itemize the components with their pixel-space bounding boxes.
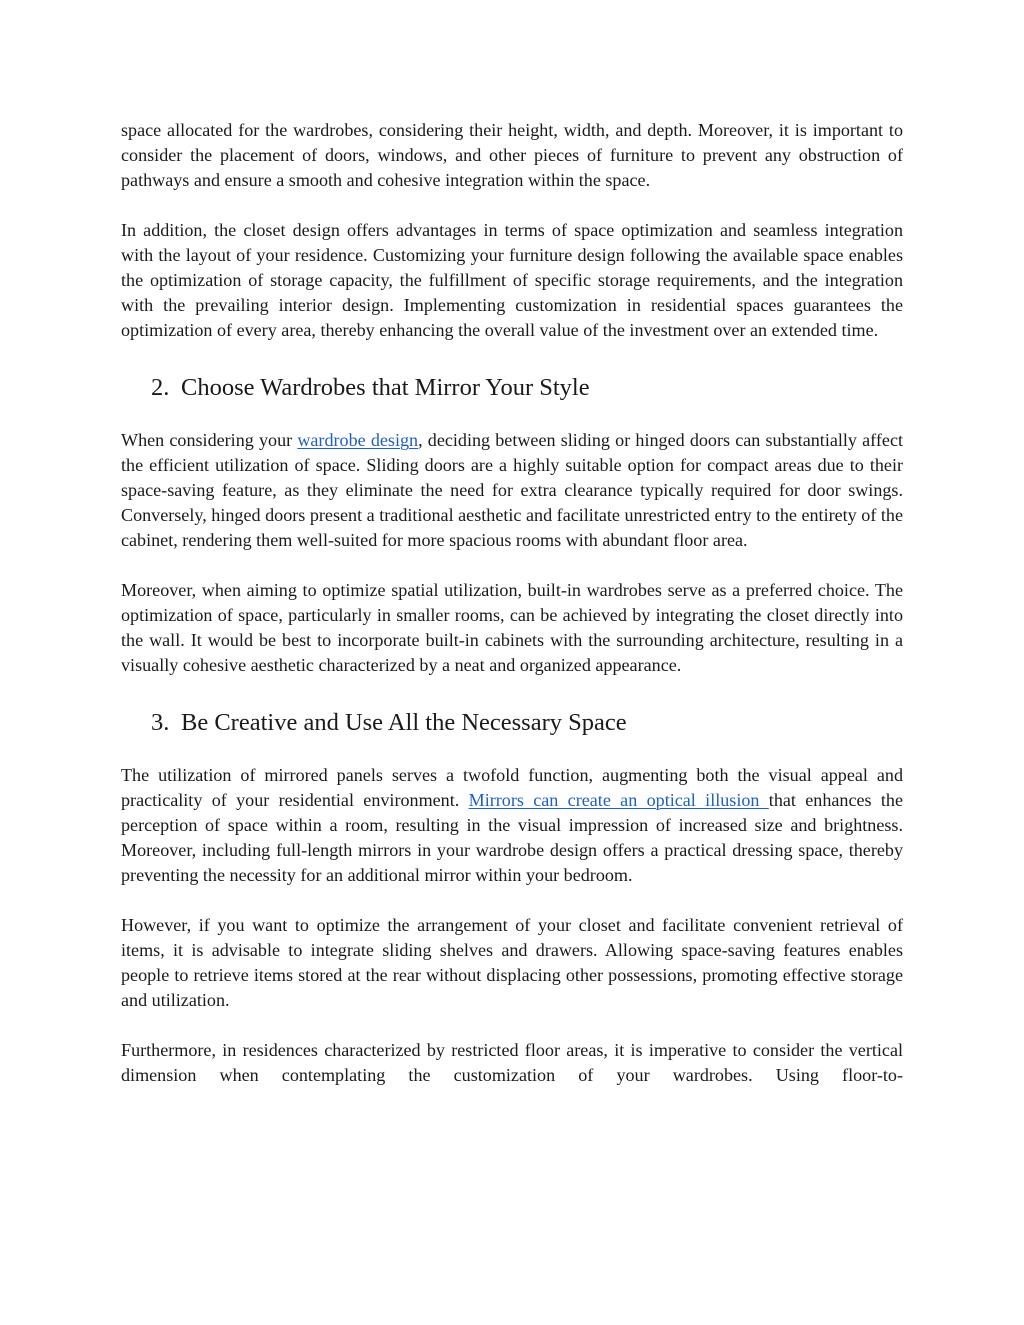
paragraph-text: that enhances the perception of space within a room, resulting in the visual impression of increased size and brightness. Moreover, including full-length mirrors in your wardrobe design offers a practical dressing space, thereby preventing the necessity for an additional mirror within your bedroom. <box>121 790 904 885</box>
paragraph-text: When considering your <box>121 430 298 450</box>
section-gap <box>121 404 903 428</box>
paragraph-gap <box>121 888 903 913</box>
heading-number: 3. <box>151 709 170 736</box>
paragraph-gap <box>121 553 903 578</box>
heading-text: Be Creative and Use All the Necessary Space <box>181 709 627 736</box>
section-gap <box>121 343 903 372</box>
paragraph-gap <box>121 193 903 218</box>
section-heading-be-creative <box>121 707 903 739</box>
paragraph-wardrobe-doors <box>121 428 903 553</box>
document-page <box>121 118 903 1088</box>
paragraph-mirrored-panels <box>121 763 903 888</box>
paragraph-closet-design: In addition, the closet design offers advantages in terms of space optimization and seamless integration with the layout of your residence. Customizing your furniture design following the available space enables the optimization of storage capacity, the fulfillment of specific storage requirements, and the integration with the prevailing interior design. Implementing customization in residential spaces guarantees the optimization of every area, thereby enhancing the overall value of the investment over an extended time. <box>121 220 903 340</box>
paragraph-sliding-shelves: However, if you want to optimize the arrangement of your closet and facilitate convenient retrieval of items, it is advisable to integrate sliding shelves and drawers. Allowing space-saving features enables people to retrieve items stored at the rear without displacing other possessions, promoting effective storage and utilization. <box>121 915 903 1010</box>
section-gap <box>121 739 903 763</box>
mirrors-optical-illusion-link[interactable]: Mirrors can create an optical illusion <box>468 790 769 810</box>
paragraph-vertical-dimension: Furthermore, in residences characterized by restricted floor areas, it is imperative to consider the vertical dimension when contemplating the customization of your wardrobes. Using floor-to- <box>121 1040 903 1085</box>
wardrobe-design-link[interactable]: wardrobe design <box>297 430 419 450</box>
heading-number: 2. <box>151 374 170 401</box>
paragraph-built-in-wardrobes: Moreover, when aiming to optimize spatial utilization, built-in wardrobes serve as a preferred choice. The optimization of space, particularly in smaller rooms, can be achieved by integrating the closet directly into the wall. It would be best to incorporate built-in cabinets with the surrounding architecture, resulting in a visually cohesive aesthetic characterized by a neat and organized appearance. <box>121 580 903 675</box>
paragraph-text: , deciding between sliding or hinged doors can substantially affect the efficient utilization of space. Sliding doors are a highly suitable option for compact areas due to their space-saving feature, as they eliminate the need for extra clearance typically required for door swings. Conversely, hinged doors present a traditional aesthetic and facilitate unrestricted entry to the entirety of the cabinet, rendering them well-suited for more spacious rooms with abundant floor area. <box>121 430 903 550</box>
heading-text: Choose Wardrobes that Mirror Your Style <box>181 374 590 401</box>
paragraph-space-allocation: space allocated for the wardrobes, considering their height, width, and depth. Moreover, it is important to consider the placement of doors, windows, and other pieces of furniture to prevent any obstruction of pathways and ensure a smooth and cohesive integration within the space. <box>121 120 903 190</box>
section-gap <box>121 678 903 707</box>
section-heading-choose-wardrobes <box>121 372 903 404</box>
paragraph-text: The utilization of mirrored panels serves a twofold function, augmenting both the visual appeal and practicality of your residential environment. <box>121 765 903 810</box>
paragraph-gap <box>121 1013 903 1038</box>
